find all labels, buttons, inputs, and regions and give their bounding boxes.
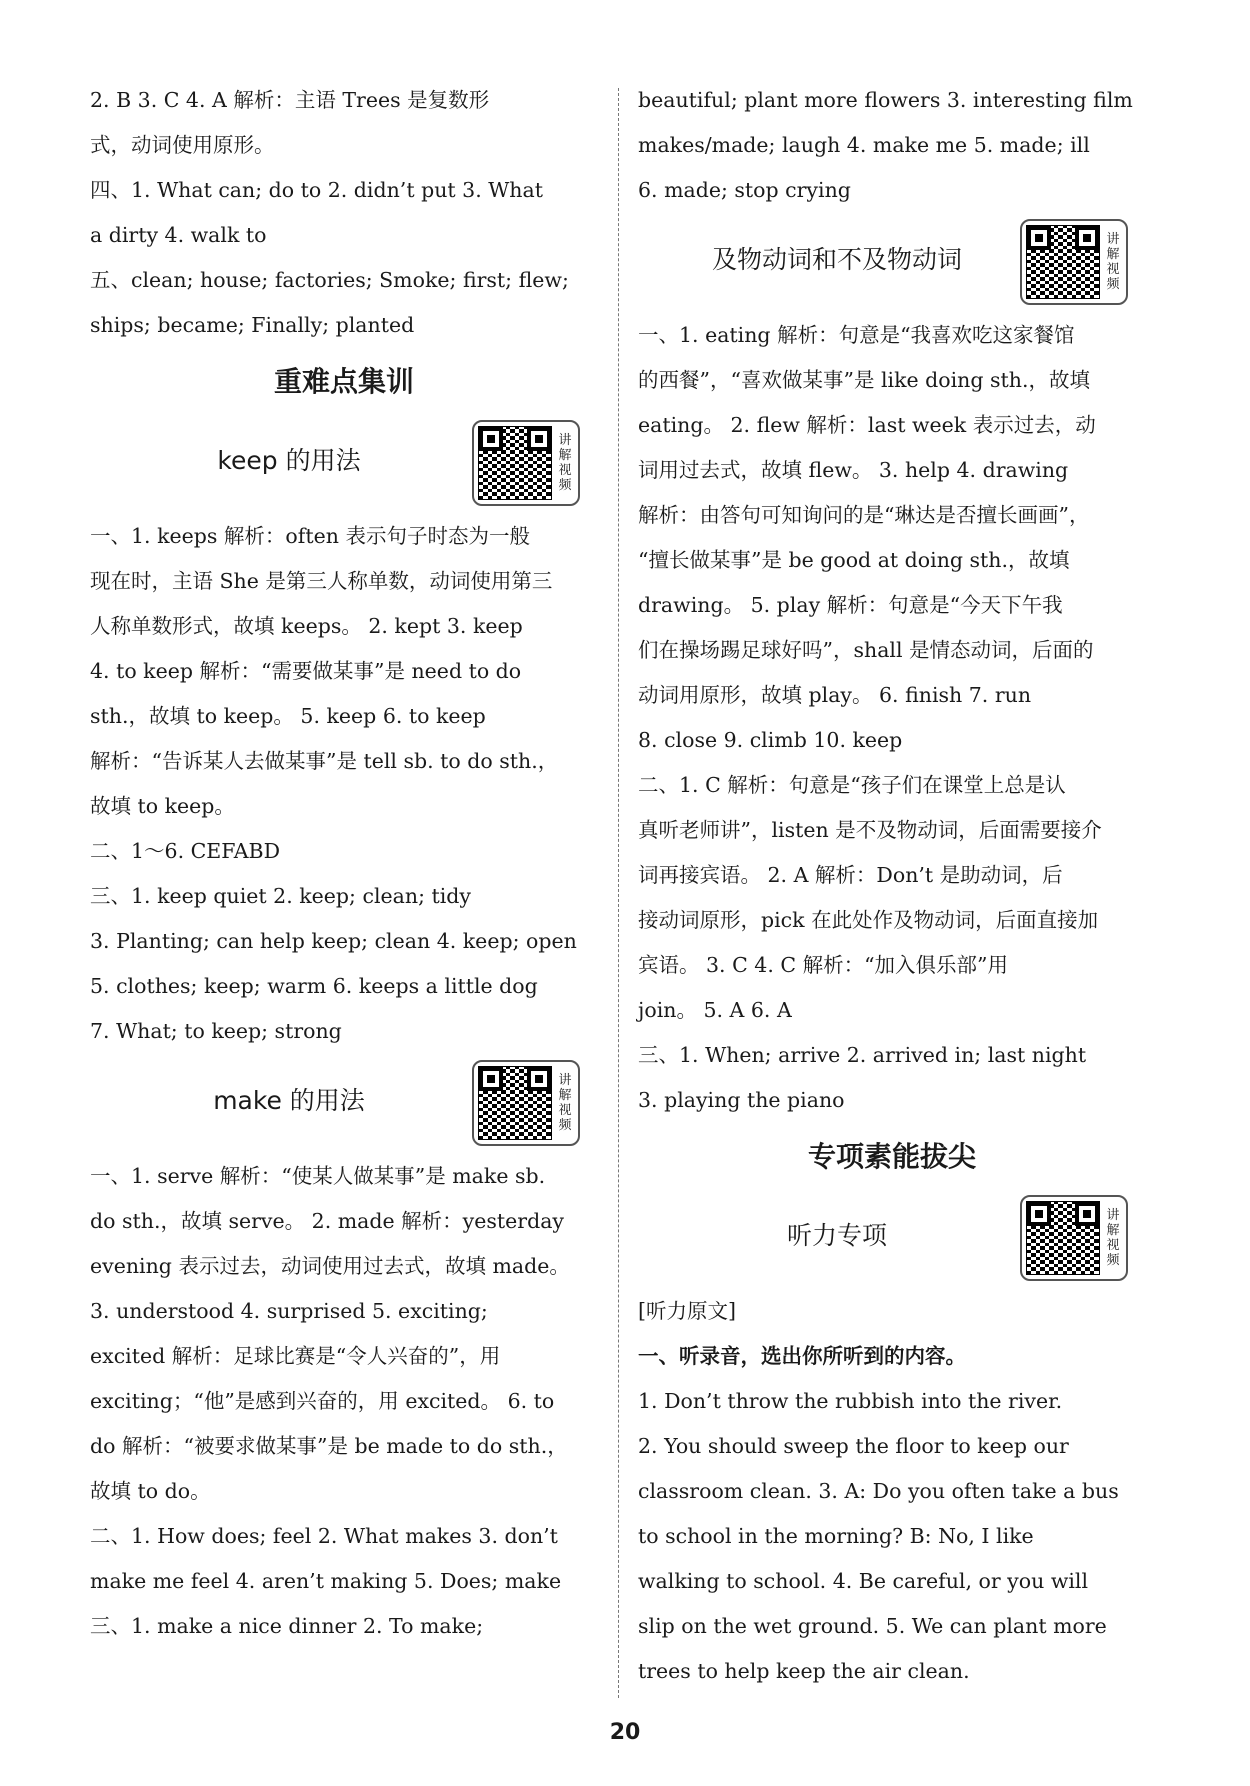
subsection-title: 及物动词和不及物动词: [711, 245, 962, 274]
script-heading: 一、听录音，选出你所听到的内容。: [638, 1344, 966, 1368]
answer-line: 接动词原形，pick 在此处作及物动词，后面直接加: [638, 908, 1099, 932]
left-column: [90, 78, 598, 1649]
answer-line: 三、1. When; arrive 2. arrived in; last night: [638, 1043, 1087, 1067]
page-number: 20: [609, 1720, 641, 1745]
listening-subsection-header: [638, 1193, 1146, 1283]
subsection-title: make 的用法: [213, 1086, 365, 1115]
video-qr-code[interactable]: [1020, 1195, 1128, 1281]
answer-line: 3. playing the piano: [638, 1088, 845, 1112]
qr-code-icon: [1026, 1201, 1100, 1275]
answer-line: drawing。 5. play 解析：句意是“今天下午我: [638, 593, 1063, 617]
answer-line: 故填 to keep。: [90, 794, 235, 818]
keep-answers: [90, 514, 598, 1054]
answer-line: 式，动词使用原形。: [90, 133, 275, 157]
answer-line: 二、1. C 解析：句意是“孩子们在课堂上总是认: [638, 773, 1066, 797]
video-qr-code[interactable]: [472, 420, 580, 506]
script-line: to school in the morning? B: No, I like: [638, 1524, 1034, 1548]
answer-line: 6. made; stop crying: [638, 178, 851, 202]
script-line: walking to school. 4. Be careful, or you will: [638, 1569, 1089, 1593]
answer-line: excited 解析：足球比赛是“令人兴奋的”，用: [90, 1344, 501, 1368]
answer-line: 四、1. What can; do to 2. didn’t put 3. What: [90, 178, 543, 202]
answer-line: 三、1. make a nice dinner 2. To make;: [90, 1614, 484, 1638]
script-label: [听力原文]: [638, 1299, 736, 1323]
answer-line: 8. close 9. climb 10. keep: [638, 728, 903, 752]
answer-line: 真听老师讲”，listen 是不及物动词，后面需要接介: [638, 818, 1102, 842]
answer-line: 解析：由答句可知询问的是“琳达是否擅长画画”，: [638, 503, 1090, 527]
answer-line: 2. B 3. C 4. A 解析：主语 Trees 是复数形: [90, 88, 490, 112]
script-line: 2. You should sweep the floor to keep our: [638, 1434, 1069, 1458]
answer-line: do sth.，故填 serve。 2. made 解析：yesterday: [90, 1209, 564, 1233]
video-qr-code[interactable]: [1020, 219, 1128, 305]
qr-caption: 讲 解 视 频: [558, 433, 572, 493]
answer-line: 三、1. keep quiet 2. keep; clean; tidy: [90, 884, 471, 908]
section-title: 重难点集训: [273, 365, 414, 398]
answer-line: 解析：“告诉某人去做某事”是 tell sb. to do sth.，: [90, 749, 559, 773]
answer-line: join。 5. A 6. A: [638, 998, 792, 1022]
qr-code-icon: [1026, 225, 1100, 299]
make-answers: [90, 1154, 598, 1649]
verbs-subsection-header: [638, 217, 1146, 307]
video-qr-code[interactable]: [472, 1060, 580, 1146]
answer-line: do 解析：“被要求做某事”是 be made to do sth.，: [90, 1434, 568, 1458]
column-divider: [618, 88, 619, 1698]
qr-caption: 讲 解 视 频: [1106, 232, 1120, 292]
qr-code-icon: [478, 1066, 552, 1140]
answer-line: exciting；“他”是感到兴奋的，用 excited。 6. to: [90, 1389, 555, 1413]
answer-line: 一、1. serve 解析：“使某人做某事”是 make sb.: [90, 1164, 546, 1188]
script-line: slip on the wet ground. 5. We can plant more: [638, 1614, 1107, 1638]
answer-line: 人称单数形式，故填 keeps。 2. kept 3. keep: [90, 614, 523, 638]
answer-line: eating。 2. flew 解析：last week 表示过去，动: [638, 413, 1096, 437]
answer-line: 五、clean; house; factories; Smoke; first; flew;: [90, 268, 569, 292]
answer-line: 4. to keep 解析：“需要做某事”是 need to do: [90, 659, 522, 683]
answer-line: 7. What; to keep; strong: [90, 1019, 342, 1043]
answer-line: 宾语。 3. C 4. C 解析：“加入俱乐部”用: [638, 953, 1009, 977]
answer-line: 5. clothes; keep; warm 6. keeps a little dog: [90, 974, 538, 998]
keep-subsection-header: [90, 418, 598, 508]
answer-line: 二、1. How does; feel 2. What makes 3. don’t: [90, 1524, 558, 1548]
answer-line: 词再接宾语。 2. A 解析：Don’t 是助动词，后: [638, 863, 1063, 887]
script-line: trees to help keep the air clean.: [638, 1659, 970, 1683]
answer-line: 3. Planting; can help keep; clean 4. keep; open: [90, 929, 577, 953]
answer-line: 一、1. keeps 解析：often 表示句子时态为一般: [90, 524, 530, 548]
qr-code-icon: [478, 426, 552, 500]
right-column: [638, 78, 1146, 1694]
right-top-answers: [638, 78, 1146, 213]
make-subsection-header: [90, 1058, 598, 1148]
answer-line: 动词用原形，故填 play。 6. finish 7. run: [638, 683, 1032, 707]
qr-caption: 讲 解 视 频: [1106, 1208, 1120, 1268]
answer-line: “擅长做某事”是 be good at doing sth.，故填: [638, 548, 1070, 572]
answer-line: evening 表示过去，动词使用过去式，故填 made。: [90, 1254, 570, 1278]
qr-caption: 讲 解 视 频: [558, 1073, 572, 1133]
section-title: 专项素能拔尖: [807, 1140, 976, 1173]
listening-script: [638, 1289, 1146, 1694]
verbs-answers: [638, 313, 1146, 1123]
script-line: 1. Don’t throw the rubbish into the river.: [638, 1389, 1063, 1413]
answer-line: 们在操场踢足球好吗”，shall 是情态动词，后面的: [638, 638, 1094, 662]
answer-line: make me feel 4. aren’t making 5. Does; make: [90, 1569, 562, 1593]
answer-line: 词用过去式，故填 flew。 3. help 4. drawing: [638, 458, 1069, 482]
answer-line: a dirty 4. walk to: [90, 223, 267, 247]
answer-line: 3. understood 4. surprised 5. exciting;: [90, 1299, 488, 1323]
answer-line: makes/made; laugh 4. make me 5. made; ill: [638, 133, 1090, 157]
subsection-title: 听力专项: [786, 1221, 887, 1250]
subsection-title: keep 的用法: [217, 446, 361, 475]
answer-line: 现在时，主语 She 是第三人称单数，动词使用第三: [90, 569, 553, 593]
answer-line: ships; became; Finally; planted: [90, 313, 415, 337]
script-line: classroom clean. 3. A: Do you often take a bus: [638, 1479, 1119, 1503]
left-top-answers: [90, 78, 598, 348]
answer-line: beautiful; plant more flowers 3. interesting film: [638, 88, 1133, 112]
answer-line: 的西餐”，“喜欢做某事”是 like doing sth.，故填: [638, 368, 1090, 392]
answer-line: 故填 to do。: [90, 1479, 211, 1503]
answer-line: sth.，故填 to keep。 5. keep 6. to keep: [90, 704, 486, 728]
answer-line: 一、1. eating 解析：句意是“我喜欢吃这家餐馆: [638, 323, 1075, 347]
answer-line: 二、1～6. CEFABD: [90, 839, 281, 863]
